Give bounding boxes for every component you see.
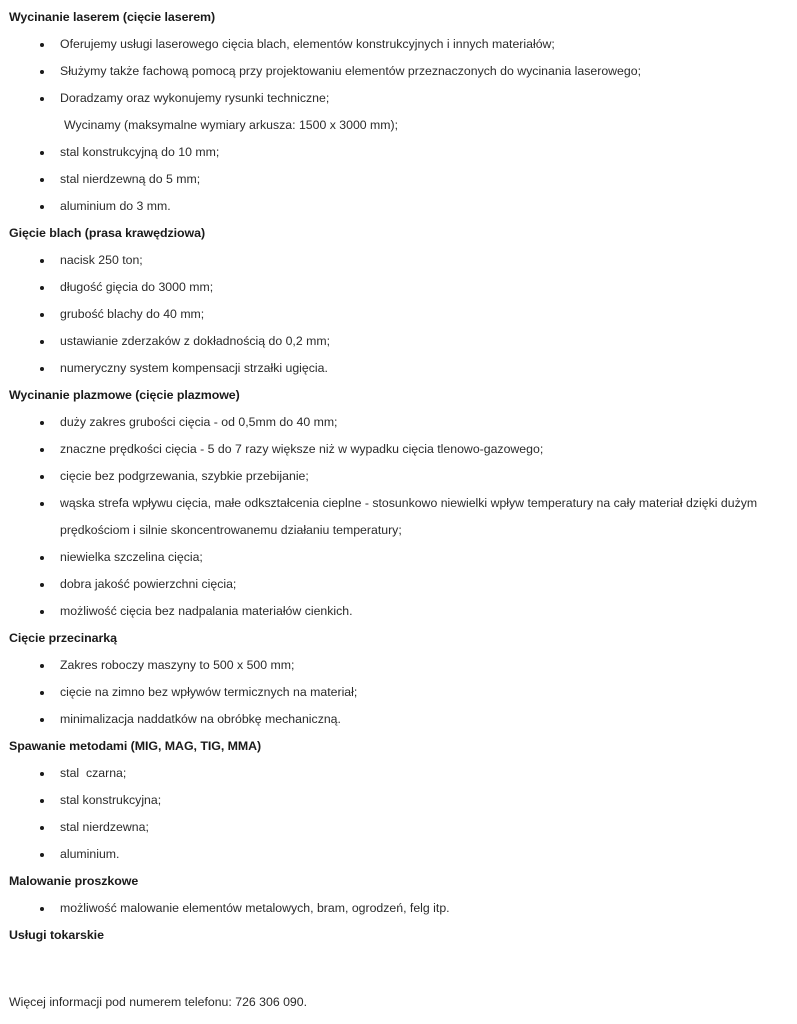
list-item: możliwość cięcia bez nadpalania materiałów cienkich. xyxy=(9,598,781,625)
vertical-spacer xyxy=(9,949,781,976)
section-heading: Wycinanie plazmowe (cięcie plazmowe) xyxy=(9,388,240,402)
section-wycinanie-laserem xyxy=(9,4,781,220)
section-list xyxy=(9,409,781,625)
list-item: Służymy także fachową pomocą przy projektowaniu elementów przeznaczonych do wycinania laserowego; xyxy=(9,58,781,85)
section-wycinanie-plazmowe xyxy=(9,382,781,625)
list-item: możliwość malowanie elementów metalowych, bram, ogrodzeń, felg itp. xyxy=(9,895,781,922)
list-item: długość gięcia do 3000 mm; xyxy=(9,274,781,301)
list-item: stal nierdzewna; xyxy=(9,814,781,841)
section-list xyxy=(9,31,781,220)
list-item: numeryczny system kompensacji strzałki ugięcia. xyxy=(9,355,781,382)
list-item: niewielka szczelina cięcia; xyxy=(9,544,781,571)
list-item: Doradzamy oraz wykonujemy rysunki techniczne; xyxy=(9,85,781,112)
section-heading: Spawanie metodami (MIG, MAG, TIG, MMA) xyxy=(9,739,262,753)
section-heading: Usługi tokarskie xyxy=(9,928,104,942)
list-item: grubość blachy do 40 mm; xyxy=(9,301,781,328)
list-item: stal nierdzewną do 5 mm; xyxy=(9,166,781,193)
list-item: aluminium do 3 mm. xyxy=(9,193,781,220)
section-ciecie-przecinarka xyxy=(9,625,781,733)
list-item: wąska strefa wpływu cięcia, małe odkształcenia cieplne - stosunkowo niewielki wpływ temperatury na cały materiał dzięki dużym prędkościom i silnie skoncentrowanemu działaniu temperatury; xyxy=(9,490,781,544)
section-list xyxy=(9,760,781,868)
section-malowanie-proszkowe xyxy=(9,868,781,922)
list-item: aluminium. xyxy=(9,841,781,868)
section-list xyxy=(9,247,781,382)
list-item: cięcie bez podgrzewania, szybkie przebijanie; xyxy=(9,463,781,490)
list-item-unbulleted: Wycinamy (maksymalne wymiary arkusza: 1500 x 3000 mm); xyxy=(64,118,399,132)
list-item: Oferujemy usługi laserowego cięcia blach, elementów konstrukcyjnych i innych materiałów; xyxy=(9,31,781,58)
list-item: cięcie na zimno bez wpływów termicznych na materiał; xyxy=(9,679,781,706)
list-item: znaczne prędkości cięcia - 5 do 7 razy większe niż w wypadku cięcia tlenowo-gazowego; xyxy=(9,436,781,463)
section-heading: Gięcie blach (prasa krawędziowa) xyxy=(9,226,206,240)
section-giecie-blach xyxy=(9,220,781,382)
section-heading: Malowanie proszkowe xyxy=(9,874,139,888)
section-uslugi-tokarskie xyxy=(9,922,781,949)
section-heading: Cięcie przecinarką xyxy=(9,631,117,645)
section-list xyxy=(9,652,781,733)
section-spawanie-metodami xyxy=(9,733,781,868)
list-item: duży zakres grubości cięcia - od 0,5mm do 40 mm; xyxy=(9,409,781,436)
list-item: ustawianie zderzaków z dokładnością do 0,2 mm; xyxy=(9,328,781,355)
list-item: minimalizacja naddatków na obróbkę mechaniczną. xyxy=(9,706,781,733)
list-item: Zakres roboczy maszyny to 500 x 500 mm; xyxy=(9,652,781,679)
list-item: nacisk 250 ton; xyxy=(9,247,781,274)
list-item: stal konstrukcyjna; xyxy=(9,787,781,814)
list-item: stal czarna; xyxy=(9,760,781,787)
list-item: dobra jakość powierzchni cięcia; xyxy=(9,571,781,598)
list-item: stal konstrukcyjną do 10 mm; xyxy=(9,139,781,166)
section-heading: Wycinanie laserem (cięcie laserem) xyxy=(9,10,216,24)
vertical-spacer xyxy=(9,976,781,989)
section-list xyxy=(9,895,781,922)
contact-footer-text: Więcej informacji pod numerem telefonu: 726 306 090. xyxy=(9,995,308,1009)
